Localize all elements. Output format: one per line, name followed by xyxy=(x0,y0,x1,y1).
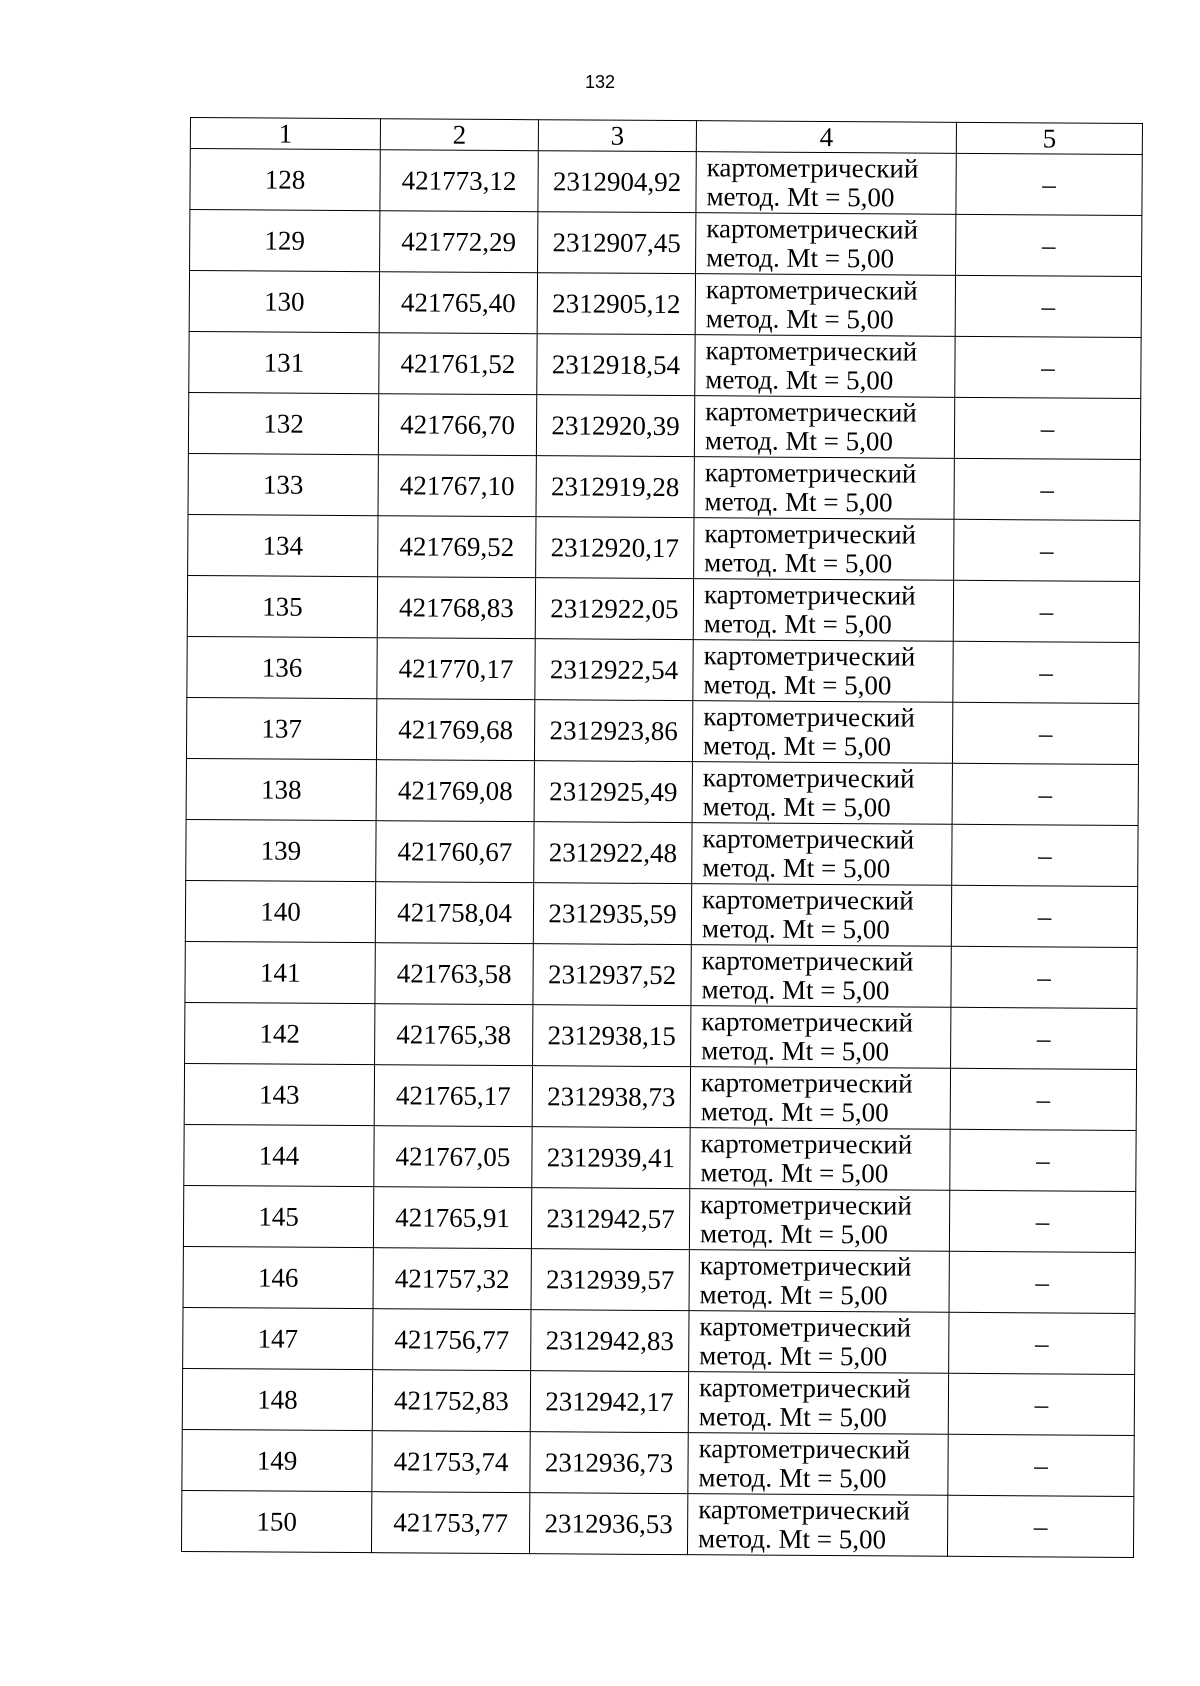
method-cell xyxy=(693,579,953,642)
method-accuracy-text: метод. Mt = 5,00 xyxy=(699,1279,888,1311)
method-cell xyxy=(690,1128,950,1191)
col5-cell: – xyxy=(950,1129,1136,1191)
method-accuracy-text: метод. Mt = 5,00 xyxy=(698,1462,887,1494)
y-coordinate-cell: 2312904,92 xyxy=(538,151,696,213)
x-coordinate-cell: 421766,70 xyxy=(378,394,536,456)
table-row xyxy=(187,575,1139,642)
col5-cell: – xyxy=(952,702,1138,764)
col5-cell: – xyxy=(949,1190,1135,1252)
method-name-text: картометрический xyxy=(702,823,915,855)
method-name-text: картометрический xyxy=(701,945,914,977)
col5-cell: – xyxy=(956,214,1142,276)
header-col-2: 2 xyxy=(380,119,538,151)
point-number-cell: 135 xyxy=(187,575,377,637)
x-coordinate-cell: 421765,17 xyxy=(374,1065,532,1127)
col5-cell: – xyxy=(952,824,1138,886)
y-coordinate-cell: 2312942,17 xyxy=(530,1371,688,1433)
method-name-text: картометрический xyxy=(703,579,916,611)
method-accuracy-text: метод. Mt = 5,00 xyxy=(701,974,890,1006)
method-name-text: картометрический xyxy=(700,1128,913,1160)
header-col-3: 3 xyxy=(538,120,696,152)
method-cell xyxy=(692,823,952,886)
table-row xyxy=(188,514,1140,581)
method-name-text: картометрический xyxy=(702,762,915,794)
method-name-text: картометрический xyxy=(706,213,919,245)
y-coordinate-cell: 2312923,86 xyxy=(534,700,692,762)
x-coordinate-cell: 421767,05 xyxy=(374,1126,532,1188)
table-body xyxy=(181,149,1142,1558)
table-row xyxy=(182,1429,1134,1496)
table-row xyxy=(184,1063,1136,1130)
table-row xyxy=(190,210,1142,277)
x-coordinate-cell: 421763,58 xyxy=(375,943,533,1005)
method-cell xyxy=(692,762,952,825)
method-accuracy-text: метод. Mt = 5,00 xyxy=(706,242,895,274)
method-accuracy-text: метод. Mt = 5,00 xyxy=(702,791,891,823)
x-coordinate-cell: 421765,91 xyxy=(373,1187,531,1249)
table-row xyxy=(189,331,1141,398)
method-cell xyxy=(695,274,955,337)
method-accuracy-text: метод. Mt = 5,00 xyxy=(703,608,892,640)
header-col-1: 1 xyxy=(190,118,380,150)
y-coordinate-cell: 2312919,28 xyxy=(536,456,694,518)
table-row xyxy=(183,1185,1135,1252)
y-coordinate-cell: 2312939,41 xyxy=(532,1127,690,1189)
x-coordinate-cell: 421760,67 xyxy=(376,821,534,883)
y-coordinate-cell: 2312905,12 xyxy=(537,273,695,335)
point-number-cell: 150 xyxy=(181,1490,371,1552)
col5-cell: – xyxy=(949,1312,1135,1374)
method-accuracy-text: метод. Mt = 5,00 xyxy=(704,547,893,579)
method-cell xyxy=(692,701,952,764)
x-coordinate-cell: 421769,68 xyxy=(376,699,534,761)
method-cell xyxy=(696,152,956,215)
col5-cell: – xyxy=(949,1251,1135,1313)
point-number-cell: 142 xyxy=(185,1002,375,1064)
x-coordinate-cell: 421753,74 xyxy=(372,1431,530,1493)
y-coordinate-cell: 2312936,73 xyxy=(530,1432,688,1494)
table-row xyxy=(185,941,1137,1008)
table-row xyxy=(188,392,1140,459)
method-accuracy-text: метод. Mt = 5,00 xyxy=(700,1096,889,1128)
method-cell xyxy=(688,1433,948,1496)
method-cell xyxy=(689,1311,949,1374)
method-name-text: картометрический xyxy=(698,1433,911,1465)
method-name-text: картометрический xyxy=(705,396,917,428)
col5-cell: – xyxy=(951,885,1137,947)
method-name-text: картометрический xyxy=(703,640,916,672)
table-row xyxy=(186,819,1138,886)
method-name-text: картометрический xyxy=(703,701,915,733)
x-coordinate-cell: 421772,29 xyxy=(380,211,538,273)
y-coordinate-cell: 2312938,73 xyxy=(532,1066,690,1128)
col5-cell: – xyxy=(947,1495,1133,1557)
method-accuracy-text: метод. Mt = 5,00 xyxy=(701,913,890,945)
y-coordinate-cell: 2312922,48 xyxy=(534,822,692,884)
x-coordinate-cell: 421767,10 xyxy=(378,455,536,517)
method-accuracy-text: метод. Mt = 5,00 xyxy=(704,486,893,518)
method-accuracy-text: метод. Mt = 5,00 xyxy=(699,1340,888,1372)
col5-cell: – xyxy=(953,580,1139,642)
method-name-text: картометрический xyxy=(706,152,919,184)
point-number-cell: 134 xyxy=(188,514,378,576)
table-row xyxy=(185,880,1137,947)
point-number-cell: 131 xyxy=(189,331,379,393)
method-name-text: картометрический xyxy=(704,518,917,550)
method-cell xyxy=(694,396,954,459)
method-accuracy-text: метод. Mt = 5,00 xyxy=(698,1401,887,1433)
col5-cell: – xyxy=(951,1007,1137,1069)
method-name-text: картометрический xyxy=(700,1189,912,1221)
y-coordinate-cell: 2312938,15 xyxy=(533,1005,691,1067)
method-accuracy-text: метод. Mt = 5,00 xyxy=(705,364,894,396)
method-accuracy-text: метод. Mt = 5,00 xyxy=(706,181,895,213)
table-row xyxy=(187,636,1139,703)
page-number: 132 xyxy=(584,72,616,92)
point-number-cell: 137 xyxy=(186,697,376,759)
table-row xyxy=(188,453,1140,520)
method-cell xyxy=(689,1189,949,1252)
point-number-cell: 145 xyxy=(183,1185,373,1247)
col5-cell: – xyxy=(956,153,1142,215)
method-name-text: картометрический xyxy=(704,457,917,489)
x-coordinate-cell: 421765,40 xyxy=(379,272,537,334)
y-coordinate-cell: 2312925,49 xyxy=(534,761,692,823)
y-coordinate-cell: 2312918,54 xyxy=(537,334,695,396)
y-coordinate-cell: 2312922,54 xyxy=(535,639,693,701)
point-number-cell: 136 xyxy=(187,636,377,698)
table-row xyxy=(190,149,1142,216)
point-number-cell: 141 xyxy=(185,941,375,1003)
method-cell xyxy=(694,518,954,581)
col5-cell: – xyxy=(951,946,1137,1008)
method-accuracy-text: метод. Mt = 5,00 xyxy=(700,1157,889,1189)
method-name-text: картометрический xyxy=(700,1067,913,1099)
table-row xyxy=(185,1002,1137,1069)
method-name-text: картометрический xyxy=(699,1311,912,1343)
method-cell xyxy=(691,945,951,1008)
method-cell xyxy=(690,1067,950,1130)
method-cell xyxy=(696,213,956,276)
col5-cell: – xyxy=(955,275,1141,337)
table-row xyxy=(182,1368,1134,1435)
x-coordinate-cell: 421773,12 xyxy=(380,150,538,212)
table-row xyxy=(186,697,1138,764)
table-row xyxy=(186,758,1138,825)
col5-cell: – xyxy=(954,458,1140,520)
method-cell xyxy=(688,1372,948,1435)
x-coordinate-cell: 421753,77 xyxy=(371,1492,529,1554)
point-number-cell: 143 xyxy=(184,1063,374,1125)
method-cell xyxy=(695,335,955,398)
x-coordinate-cell: 421756,77 xyxy=(373,1309,531,1371)
col5-cell: – xyxy=(952,763,1138,825)
y-coordinate-cell: 2312920,17 xyxy=(536,517,694,579)
method-cell xyxy=(694,457,954,520)
method-name-text: картометрический xyxy=(705,335,918,367)
point-number-cell: 133 xyxy=(188,453,378,515)
x-coordinate-cell: 421758,04 xyxy=(375,882,533,944)
header-col-4: 4 xyxy=(696,121,956,154)
method-accuracy-text: метод. Mt = 5,00 xyxy=(702,852,891,884)
col5-cell: – xyxy=(954,397,1140,459)
x-coordinate-cell: 421769,52 xyxy=(378,516,536,578)
method-name-text: картометрический xyxy=(702,884,914,916)
method-accuracy-text: метод. Mt = 5,00 xyxy=(699,1218,889,1250)
y-coordinate-cell: 2312920,39 xyxy=(536,395,694,457)
table-row xyxy=(183,1307,1135,1374)
table-row xyxy=(184,1124,1136,1191)
y-coordinate-cell: 2312939,57 xyxy=(531,1249,689,1311)
x-coordinate-cell: 421761,52 xyxy=(379,333,537,395)
col5-cell: – xyxy=(954,519,1140,581)
method-accuracy-text: метод. Mt = 5,00 xyxy=(703,669,892,701)
table-row xyxy=(189,271,1141,338)
method-cell xyxy=(691,884,951,947)
method-accuracy-text: метод. Mt = 5,00 xyxy=(701,1035,890,1067)
point-number-cell: 138 xyxy=(186,758,376,820)
point-number-cell: 130 xyxy=(189,271,379,333)
col5-cell: – xyxy=(950,1068,1136,1130)
point-number-cell: 139 xyxy=(186,819,376,881)
method-cell xyxy=(691,1006,951,1069)
point-number-cell: 147 xyxy=(183,1307,373,1369)
method-name-text: картометрический xyxy=(699,1250,912,1282)
point-number-cell: 148 xyxy=(182,1368,372,1430)
col5-cell: – xyxy=(953,641,1139,703)
col5-cell: – xyxy=(955,336,1141,398)
coordinates-table xyxy=(181,117,1143,1558)
y-coordinate-cell: 2312935,59 xyxy=(533,883,691,945)
x-coordinate-cell: 421768,83 xyxy=(377,577,535,639)
header-col-5: 5 xyxy=(956,122,1142,154)
point-number-cell: 128 xyxy=(190,149,380,211)
method-accuracy-text: метод. Mt = 5,00 xyxy=(704,425,894,457)
x-coordinate-cell: 421769,08 xyxy=(376,760,534,822)
point-number-cell: 149 xyxy=(182,1429,372,1491)
col5-cell: – xyxy=(948,1434,1134,1496)
method-name-text: картометрический xyxy=(698,1494,911,1526)
y-coordinate-cell: 2312936,53 xyxy=(529,1493,687,1555)
x-coordinate-cell: 421752,83 xyxy=(372,1370,530,1432)
y-coordinate-cell: 2312907,45 xyxy=(538,212,696,274)
method-cell xyxy=(689,1250,949,1313)
y-coordinate-cell: 2312922,05 xyxy=(535,578,693,640)
point-number-cell: 144 xyxy=(184,1124,374,1186)
method-name-text: картометрический xyxy=(705,274,918,306)
method-cell xyxy=(687,1494,947,1557)
method-accuracy-text: метод. Mt = 5,00 xyxy=(697,1523,887,1555)
method-name-text: картометрический xyxy=(701,1006,914,1038)
x-coordinate-cell: 421757,32 xyxy=(373,1248,531,1310)
method-name-text: картометрический xyxy=(698,1372,911,1404)
point-number-cell: 146 xyxy=(183,1246,373,1308)
x-coordinate-cell: 421765,38 xyxy=(375,1004,533,1066)
point-number-cell: 132 xyxy=(188,392,378,454)
point-number-cell: 140 xyxy=(185,880,375,942)
y-coordinate-cell: 2312942,57 xyxy=(531,1188,689,1250)
table-row xyxy=(183,1246,1135,1313)
method-accuracy-text: метод. Mt = 5,00 xyxy=(702,730,892,762)
point-number-cell: 129 xyxy=(190,210,380,272)
col5-cell: – xyxy=(948,1373,1134,1435)
y-coordinate-cell: 2312937,52 xyxy=(533,944,691,1006)
y-coordinate-cell: 2312942,83 xyxy=(531,1310,689,1372)
method-cell xyxy=(693,640,953,703)
method-accuracy-text: метод. Mt = 5,00 xyxy=(705,303,894,335)
table-row xyxy=(181,1490,1133,1557)
x-coordinate-cell: 421770,17 xyxy=(377,638,535,700)
